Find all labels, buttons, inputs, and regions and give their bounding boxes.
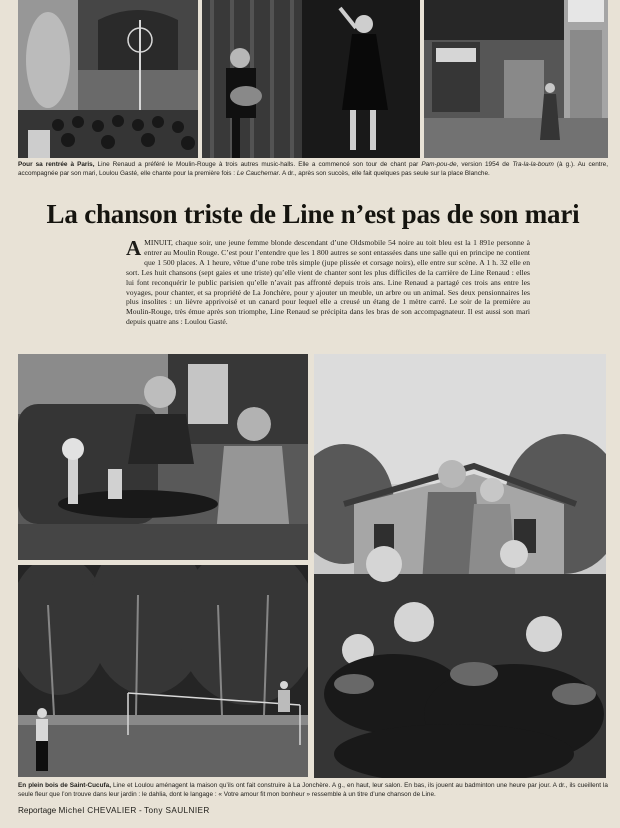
photo-stage-performance — [202, 0, 420, 158]
article-body — [126, 238, 530, 327]
article-dropcap: A — [126, 236, 142, 260]
bottom-caption-lead: En plein bois de Saint-Cucufa, — [18, 782, 111, 789]
credits-name-chevalier: Michel CHEVALIER — [58, 806, 137, 815]
photo-moulin-rouge-hall — [18, 0, 198, 158]
top-photo-caption — [18, 161, 608, 178]
top-caption-text-3: (à g.). Au centre, accompagnée par son mari, Loulou Gasté, elle chante pour la première fois : — [18, 161, 608, 177]
bottom-photo-caption — [18, 782, 608, 799]
top-caption-lead: Pour sa rentrée à Paris, — [18, 161, 95, 168]
photo-credits — [18, 805, 608, 816]
top-caption-text-2: , version 1954 de — [456, 161, 513, 168]
top-caption-song-3: Le Cauchemar — [236, 169, 279, 177]
photo-dahlia-garden — [314, 354, 606, 778]
top-caption-text-4: . A dr., après son succès, elle fait quelques pas seule sur la place Blanche. — [278, 169, 490, 177]
photo-badminton — [18, 565, 308, 777]
article-lead-word: MINUIT — [144, 238, 172, 247]
photo-salon — [18, 354, 308, 560]
credits-label: Reportage — [18, 806, 57, 815]
photo-place-blanche — [424, 0, 608, 158]
top-caption-song-2: Tra-la-la-boum — [512, 161, 554, 168]
article-headline: La chanson triste de Line n’est pas de son mari — [46, 199, 580, 229]
credits-separator: - — [136, 806, 144, 815]
top-caption-text-1: Line Renaud a préféré le Moulin-Rouge à trois autres music-halls. Elle a commencé son tour de chant par — [94, 161, 422, 168]
bottom-caption-text: Line et Loulou aménagent la maison qu’ils ont fait construire à La Jonchère. A g., en haut, leur salon. En bas, ils jouent au badminton une heure par jour. A dr., ils cueillent la seule fleur que l’on trouve dans leur jardin : le dahlia, dont le langage : « Votre amour fit mon bonheur » ressemble à un titre d’une chanson de Line. — [18, 782, 608, 798]
credits-name-saulnier: Tony SAULNIER — [143, 806, 210, 815]
article-text: , chaque soir, une jeune femme blonde descendant d’une Oldsmobile 54 noire au toit bleu est la 1 891e personne à entrer au Moulin Rouge. C’est pour l’entendre que les 1 800 autres se sont entassées dans une salle qui en principe ne contient que 1 500 places. A 1 heure, vêtue d’une robe très simple (jupe plissée et corsage noirs), elle entre sur scène. A 1 h. 32 elle en sort. Les huit chansons (sept gaies et une triste) qu’elle vient de chanter sont les plus difficiles de la carrière de Line Renaud : elles lui font reconquérir le public parisien qu’elle n’avait pas affronté depuis trois ans. Line Renaud a partagé ces trois ans entre les voyages, pour chanter, et sa propriété de La Jonchère, pour y ajouter un meuble, un arbre ou un animal. Ses deux pensionnaires les plus insolites : un lièvre apprivoisé et un canard pour lequel elle a creusé un étang de 1 mètre carré. Le soir de la première au Moulin-Rouge, très émue après son triomphe, Line Renaud se précipita dans les bras de son accompagnateur. Il est aussi son mari depuis quatre ans : Loulou Gasté. — [126, 238, 530, 327]
top-caption-song-1: Pam-pou-de — [421, 161, 457, 168]
